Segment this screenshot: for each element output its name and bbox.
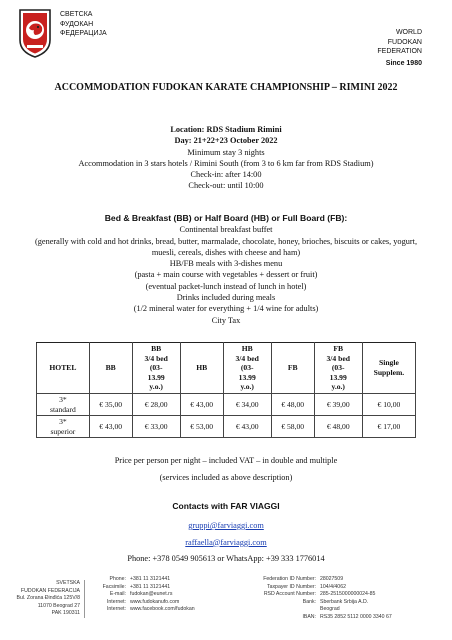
footer-text: 11070 Beograd 27 [37, 602, 80, 609]
footer-value: RS35 2852 5112 0000 3340 67 [320, 613, 392, 620]
table-cell [362, 393, 415, 415]
org-name-english [377, 28, 422, 68]
footer-id-values [320, 576, 438, 622]
board-line: City Tax [211, 315, 241, 325]
col-header [362, 343, 415, 394]
contacts-section [30, 518, 422, 568]
table-cell [180, 393, 223, 415]
col-header [89, 343, 132, 394]
cell-text: € 48,00 [326, 421, 350, 431]
table-cell [271, 393, 314, 415]
cell-text: € 39,00 [326, 399, 350, 409]
price-note-line: (services included as above description) [159, 473, 293, 482]
footer-label: Taxpayer ID Number: [266, 583, 316, 590]
footer-label: Phone: [109, 576, 126, 582]
table-header-row [37, 343, 416, 394]
cell-text: € 35,00 [99, 399, 123, 409]
email-link-raffaella[interactable]: raffaella@farviaggi.com [185, 537, 267, 547]
cell-text: FB 3/4 bed (03- 13.99 y.o.) [326, 344, 350, 392]
org-line: WORLD [395, 29, 422, 36]
cell-text: Single Supplem. [373, 358, 405, 377]
org-line: ФЕДЕРАЦИЈА [60, 30, 107, 37]
footer-label: Facsimile: [102, 583, 126, 590]
board-line: (1/2 mineral water for everything + 1/4 wine for adults) [133, 304, 319, 314]
table-cell [132, 393, 180, 415]
board-line: (pasta + main course with vegetables + dessert or fruit) [134, 270, 318, 280]
col-header [271, 343, 314, 394]
board-line: Continental breakfast buffet [179, 225, 273, 235]
cell-text: € 43,00 [99, 421, 123, 431]
phone-line: Phone: +378 0549 905613 or WhatsApp: +39 333 1776014 [127, 554, 325, 563]
cell-text: 3* standard [50, 394, 76, 414]
footer-value: Beograd [320, 606, 340, 613]
cell-text: € 43,00 [235, 421, 259, 431]
table-cell [89, 416, 132, 438]
footer-label: RSD Account Number: [263, 591, 316, 598]
board-section [30, 213, 422, 326]
table-cell [180, 416, 223, 438]
footer-value: +381 11 3121441 [130, 576, 171, 582]
email-link-gruppi[interactable]: gruppi@farviaggi.com [188, 521, 264, 530]
table-row [37, 393, 416, 415]
footer-label: Bank: [302, 598, 316, 605]
cell-text: € 34,00 [235, 399, 259, 409]
since-year: Since 1980 [385, 59, 422, 67]
table-cell [271, 416, 314, 438]
table-cell [89, 393, 132, 415]
cell-text: HOTEL [49, 363, 77, 373]
venue-line: Location: RDS Stadium Rimini [170, 125, 282, 134]
table-cell [223, 416, 271, 438]
cell-text: € 17,00 [377, 421, 401, 431]
cell-text: € 10,00 [377, 399, 401, 409]
footer-text: FUDOKAN FEDERACIJA [20, 587, 80, 594]
footer-label: Internet: [106, 606, 126, 613]
cell-text: FB [287, 363, 298, 373]
rates-table [36, 342, 416, 438]
footer-contact-values [130, 576, 220, 614]
price-note [30, 452, 422, 486]
table-cell [37, 416, 90, 438]
table-row [37, 416, 416, 438]
cell-text: 3* superior [50, 417, 76, 436]
footer-label [238, 606, 316, 614]
footer-label: E-mail: [109, 591, 126, 598]
footer-text: PAK 190311 [51, 610, 80, 617]
table-cell [132, 416, 180, 438]
cell-text: € 33,00 [144, 421, 168, 431]
table-cell [314, 416, 362, 438]
cell-text: € 58,00 [281, 421, 305, 431]
footer-value[interactable]: fudokan@eunet.rs [130, 591, 173, 598]
footer-org [10, 580, 85, 618]
days-line: Day: 21+22+23 October 2022 [174, 136, 278, 146]
footer-label: Internet: [106, 598, 126, 605]
footer-text: SVETSKA [56, 580, 80, 586]
checkout-line: Check-out: until 10:00 [188, 181, 264, 191]
footer-value: 28027509 [320, 576, 344, 582]
footer-value[interactable]: www.facebook.com/fudokan [130, 606, 195, 613]
footer-contact-labels [92, 576, 126, 614]
col-header [132, 343, 180, 394]
board-line: (generally with cold and hot drinks, bread, butter, marmalade, chocolate, honey, brioches, biscuits or cakes, yogurt, muesli, cereals, dishes with cheese and ham) [34, 236, 418, 257]
footer-value: Sberbank Srbija A.D. [320, 598, 369, 605]
footer-label: Federation ID Number: [263, 576, 316, 582]
org-line: СВЕТСКА [60, 11, 93, 18]
col-header [37, 343, 90, 394]
footer-id-labels [238, 576, 316, 622]
col-header [223, 343, 271, 394]
fudokan-logo-icon [18, 8, 52, 58]
org-line: ФУДОКАН [60, 20, 94, 28]
cell-text: € 48,00 [281, 399, 305, 409]
hotels-line: Accommodation in 3 stars hotels / Rimini South (from 3 to 6 km far from RDS Stadium) [78, 158, 374, 168]
table-cell [362, 416, 415, 438]
cell-text: € 53,00 [190, 421, 214, 431]
price-note-line: Price per person per night – included VAT – in double and multiple [114, 456, 338, 465]
contacts-heading: Contacts with FAR VIAGGI [172, 501, 280, 511]
col-header [314, 343, 362, 394]
cell-text: HB [196, 363, 208, 373]
footer-value: +381 11 3121441 [130, 583, 171, 590]
board-heading: Bed & Breakfast (BB) or Half Board (HB) or Full Board (FB): [104, 213, 348, 223]
board-line: Drinks included during meals [176, 293, 276, 303]
table-cell [37, 393, 90, 415]
footer-text: Bul. Zorana Đinđića 125V/8 [16, 595, 80, 602]
board-line: HB/FB meals with 3-dishes menu [169, 259, 283, 269]
footer-label: IBAN: [302, 613, 316, 620]
cell-text: € 43,00 [190, 399, 214, 409]
footer-value: 104/4/4062 [320, 583, 346, 590]
cell-text: BB 3/4 bed (03- 13.99 y.o.) [144, 344, 168, 392]
table-cell [314, 393, 362, 415]
table-cell [223, 393, 271, 415]
cell-text: HB 3/4 bed (03- 13.99 y.o.) [235, 344, 259, 392]
checkin-line: Check-in: after 14:00 [190, 170, 262, 180]
cell-text: BB [105, 363, 116, 373]
col-header [180, 343, 223, 394]
board-line: (eventual packet-lunch instead of lunch in hotel) [145, 281, 307, 291]
footer-value[interactable]: www.fudokanufo.com [130, 598, 180, 605]
page-title: ACCOMMODATION FUDOKAN KARATE CHAMPIONSHIP – RIMINI 2022 [54, 82, 398, 93]
footer-value: 285-2515000000024-85 [320, 591, 376, 598]
org-name-cyrillic [60, 10, 107, 39]
location-section [30, 124, 422, 192]
org-line: FUDOKAN [387, 38, 422, 46]
min-stay-line: Minimum stay 3 nights [187, 147, 265, 157]
org-line: FEDERATION [377, 48, 422, 55]
cell-text: € 28,00 [144, 399, 168, 409]
